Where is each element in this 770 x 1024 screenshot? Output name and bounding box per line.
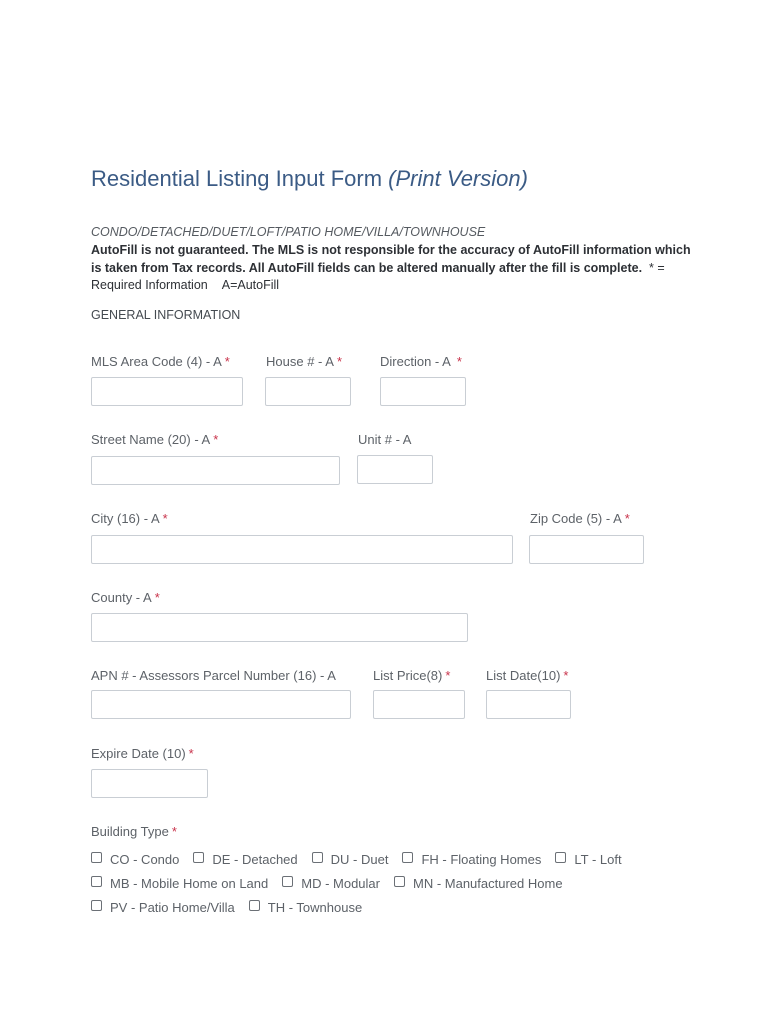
option-label: MB - Mobile Home on Land [110,876,269,891]
required-marker: * [213,432,219,447]
autofill-notice-text: AutoFill is not guaranteed. The MLS is not responsible for the accuracy of AutoFill information which is taken from Tax records. All AutoFill fields can be altered manually after the fill is complete. [91,243,691,275]
required-marker: * [188,746,194,761]
property-types-subtitle: CONDO/DETACHED/DUET/LOFT/PATIO HOME/VILLA/TOWNHOUSE [91,225,486,239]
direction-label-text: Direction - A [380,354,451,369]
zip-code-label-text: Zip Code (5) - A [530,511,622,526]
option-label: MN - Manufactured Home [413,876,563,891]
autofill-legend: A=AutoFill [221,278,280,292]
building-type-option-co[interactable] [91,852,179,867]
option-label: MD - Modular [301,876,380,891]
expire-date-input[interactable] [91,769,208,798]
required-marker: * [336,354,342,369]
apn-input[interactable] [91,690,351,719]
street-name-label-text: Street Name (20) - A [91,432,211,447]
building-type-option-th[interactable] [249,900,362,915]
required-marker: * [456,354,462,369]
required-legend: * = Required Information [91,260,665,292]
checkbox-icon[interactable] [282,876,293,887]
building-type-label-text: Building Type [91,824,169,839]
required-marker: * [224,354,230,369]
checkbox-icon[interactable] [193,852,204,863]
required-marker: * [162,511,168,526]
direction-input[interactable] [380,377,466,406]
building-type-option-md[interactable] [282,876,380,891]
house-number-label [266,354,342,369]
option-label: PV - Patio Home/Villa [110,900,235,915]
required-marker: * [171,824,177,839]
building-type-option-fh[interactable] [402,852,541,867]
building-type-option-mb[interactable] [91,876,268,891]
list-date-label [486,668,568,683]
zip-code-input[interactable] [529,535,644,564]
autofill-notice [91,242,691,295]
county-input[interactable] [91,613,468,642]
unit-number-label: Unit # - A [358,432,412,447]
checkbox-icon[interactable] [312,852,323,863]
county-label [91,590,160,605]
list-date-input[interactable] [486,690,571,719]
checkbox-icon[interactable] [91,852,102,863]
option-label: CO - Condo [110,852,180,867]
section-heading-general: GENERAL INFORMATION [91,308,241,322]
title-print-version: (Print Version) [388,166,528,191]
street-name-input[interactable] [91,456,340,485]
zip-code-label [530,511,630,526]
mls-area-code-label [91,354,230,369]
house-number-input[interactable] [265,377,351,406]
page-title [91,166,528,192]
checkbox-icon[interactable] [555,852,566,863]
expire-date-label [91,746,194,761]
option-label: DE - Detached [212,852,298,867]
building-type-label [91,824,177,839]
building-type-row-1 [91,852,636,868]
street-name-label [91,432,218,447]
mls-area-code-label-text: MLS Area Code (4) - A [91,354,222,369]
building-type-option-lt[interactable] [555,852,621,867]
checkbox-icon[interactable] [91,900,102,911]
required-marker: * [445,668,451,683]
option-label: DU - Duet [330,852,389,867]
county-label-text: County - A [91,590,152,605]
unit-number-input[interactable] [357,455,433,484]
required-marker: * [563,668,569,683]
expire-date-label-text: Expire Date (10) [91,746,186,761]
building-type-option-mn[interactable] [394,876,563,891]
checkbox-icon[interactable] [91,876,102,887]
building-type-row-3 [91,900,376,916]
list-price-label [373,668,450,683]
checkbox-icon[interactable] [249,900,260,911]
building-type-option-du[interactable] [312,852,389,867]
checkbox-icon[interactable] [394,876,405,887]
list-price-input[interactable] [373,690,465,719]
checkbox-icon[interactable] [402,852,413,863]
title-text: Residential Listing Input Form [91,166,383,191]
list-price-label-text: List Price(8) [373,668,443,683]
city-input[interactable] [91,535,513,564]
option-label: LT - Loft [574,852,622,867]
option-label: FH - Floating Homes [421,852,542,867]
required-marker: * [154,590,160,605]
mls-area-code-input[interactable] [91,377,243,406]
house-number-label-text: House # - A [266,354,334,369]
building-type-option-pv[interactable] [91,900,235,915]
required-marker: * [624,511,630,526]
direction-label [380,354,462,369]
option-label: TH - Townhouse [267,900,363,915]
city-label [91,511,168,526]
building-type-option-de[interactable] [193,852,297,867]
building-type-row-2 [91,876,577,892]
apn-label: APN # - Assessors Parcel Number (16) - A [91,668,336,683]
city-label-text: City (16) - A [91,511,160,526]
list-date-label-text: List Date(10) [486,668,561,683]
